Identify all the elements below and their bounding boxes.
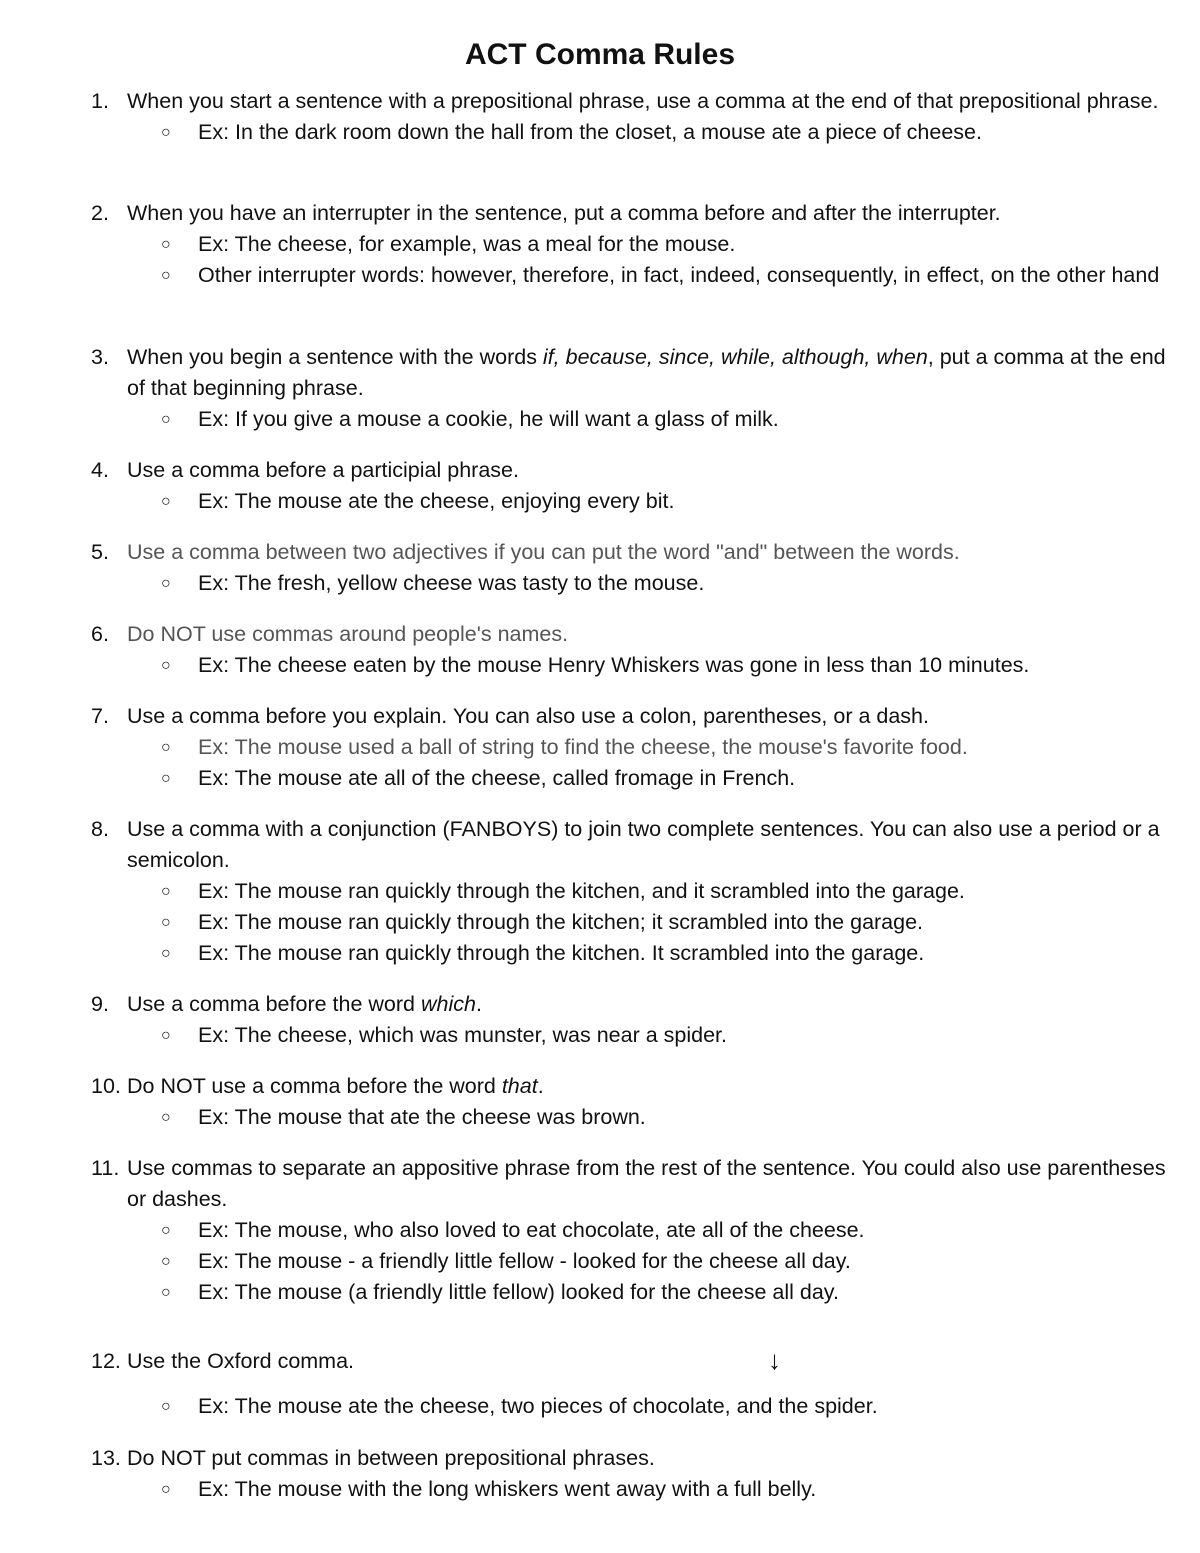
rule-number: 11. [91, 1156, 120, 1180]
bullet-icon: ○ [161, 1253, 171, 1270]
rule-number: 1. [91, 89, 109, 113]
example-text: Other interrupter words: however, therefore, in fact, indeed, consequently, in effect, on the other hand [198, 263, 1160, 287]
rule-text: When you begin a sentence with the words if, because, since, while, although, when, put a comma at the end of that beginning phrase. [127, 345, 1166, 400]
rule-item [91, 455, 1171, 517]
rule-number: 6. [91, 622, 109, 646]
page-title: ACT Comma Rules [464, 38, 736, 71]
bullet-icon: ○ [161, 883, 171, 900]
rule-number: 9. [91, 992, 109, 1016]
rule-item [91, 701, 1171, 794]
rule-text: Use a comma before you explain. You can also use a colon, parentheses, or a dash. [127, 704, 929, 728]
bullet-icon: ○ [161, 945, 171, 962]
bullet-icon: ○ [161, 657, 171, 674]
rule-text: When you have an interrupter in the sentence, put a comma before and after the interrupter. [127, 201, 1001, 225]
example-text: Ex: The mouse - a friendly little fellow - looked for the cheese all day. [198, 1249, 851, 1273]
italic-keywords: if, because, since, while, although, when [542, 345, 928, 369]
example-text: Ex: The mouse ate all of the cheese, called fromage in French. [198, 766, 796, 790]
rule-text: When you start a sentence with a prepositional phrase, use a comma at the end of that prepositional phrase. [127, 89, 1159, 113]
rule-number: 5. [91, 540, 109, 564]
bullet-icon: ○ [161, 914, 171, 931]
rule-item [91, 619, 1171, 681]
rule-text: Use a comma before a participial phrase. [127, 458, 519, 482]
bullet-icon: ○ [161, 739, 171, 756]
bullet-icon: ○ [161, 770, 171, 787]
rule-item [91, 342, 1171, 435]
example-text: Ex: If you give a mouse a cookie, he will want a glass of milk. [198, 407, 779, 431]
example-text: Ex: The mouse ran quickly through the kitchen. It scrambled into the garage. [198, 941, 925, 965]
rule-text: Use commas to separate an appositive phrase from the rest of the sentence. You could also use parentheses or dashes. [127, 1156, 1166, 1211]
example-text: Ex: The fresh, yellow cheese was tasty to the mouse. [198, 571, 705, 595]
rule-text: Do NOT use commas around people's names. [127, 622, 569, 646]
bullet-icon: ○ [161, 1222, 171, 1239]
rule-number: 2. [91, 201, 109, 225]
rule-item [91, 1443, 1171, 1505]
down-arrow-icon: ↓ [768, 1345, 781, 1375]
italic-keyword: which [420, 992, 476, 1016]
rule-number: 13. [91, 1446, 121, 1470]
bullet-icon: ○ [161, 411, 171, 428]
rule-number: 12. [91, 1349, 121, 1373]
bullet-icon: ○ [161, 575, 171, 592]
rule-number: 8. [91, 817, 109, 841]
example-text: Ex: The mouse with the long whiskers went away with a full belly. [198, 1477, 817, 1501]
bullet-icon: ○ [161, 1398, 171, 1415]
bullet-icon: ○ [161, 1481, 171, 1498]
rule-item [91, 989, 1171, 1051]
rule-text: Use a comma between two adjectives if you can put the word "and" between the words. [127, 540, 960, 564]
rule-text: Do NOT use a comma before the word that. [127, 1074, 544, 1098]
rule-text: Use the Oxford comma. [127, 1349, 355, 1373]
example-text: Ex: The mouse, who also loved to eat chocolate, ate all of the cheese. [198, 1218, 865, 1242]
bullet-icon: ○ [161, 1027, 171, 1044]
example-text: Ex: The cheese, for example, was a meal for the mouse. [198, 232, 736, 256]
bullet-icon: ○ [161, 124, 171, 141]
example-text: Ex: The mouse ate the cheese, two pieces of chocolate, and the spider. [198, 1394, 878, 1418]
rule-text: Use a comma with a conjunction (FANBOYS) to join two complete sentences. You can also use a period or a semicolon. [127, 817, 1160, 872]
rule-number: 7. [91, 704, 109, 728]
rule-example-group [91, 1391, 1171, 1422]
example-text: Ex: The cheese eaten by the mouse Henry Whiskers was gone in less than 10 minutes. [198, 653, 1030, 677]
rule-item [91, 198, 1171, 291]
rule-item [91, 86, 1171, 148]
bullet-icon: ○ [161, 267, 171, 284]
bullet-icon: ○ [161, 1109, 171, 1126]
bullet-icon: ○ [161, 1284, 171, 1301]
example-text: Ex: The mouse ate the cheese, enjoying every bit. [198, 489, 675, 513]
rule-item [91, 814, 1171, 969]
bullet-icon: ○ [161, 493, 171, 510]
rule-text: Use a comma before the word which. [127, 992, 482, 1016]
rule-item [91, 1071, 1171, 1133]
rule-number: 10. [91, 1074, 121, 1098]
example-text: Ex: The mouse that ate the cheese was brown. [198, 1105, 646, 1129]
rule-text: Do NOT put commas in between prepositional phrases. [127, 1446, 655, 1470]
rule-number: 4. [91, 458, 109, 482]
italic-keyword: that [501, 1074, 538, 1098]
example-text: Ex: The mouse used a ball of string to find the cheese, the mouse's favorite food. [198, 735, 968, 759]
rule-item [91, 537, 1171, 599]
example-text: Ex: The mouse ran quickly through the kitchen; it scrambled into the garage. [198, 910, 924, 934]
example-text: Ex: In the dark room down the hall from the closet, a mouse ate a piece of cheese. [198, 120, 982, 144]
rule-number: 3. [91, 345, 109, 369]
example-text: Ex: The mouse (a friendly little fellow) looked for the cheese all day. [198, 1280, 839, 1304]
rule-item [91, 1153, 1171, 1308]
rule-item [91, 1346, 1171, 1377]
example-text: Ex: The mouse ran quickly through the kitchen, and it scrambled into the garage. [198, 879, 965, 903]
example-text: Ex: The cheese, which was munster, was near a spider. [198, 1023, 728, 1047]
bullet-icon: ○ [161, 236, 171, 253]
